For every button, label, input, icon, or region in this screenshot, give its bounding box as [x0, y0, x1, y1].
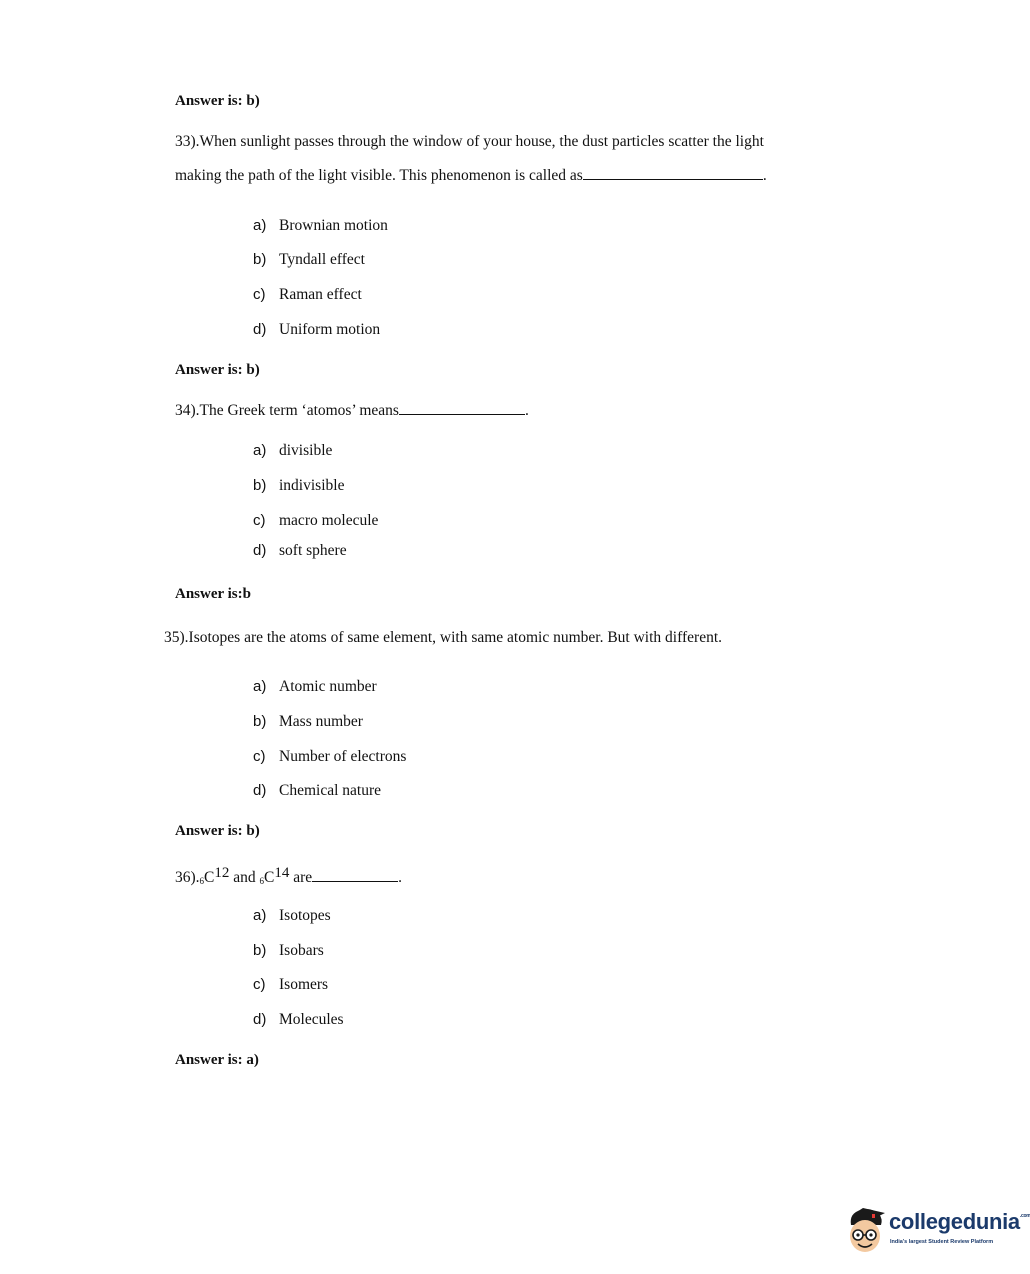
question-33-line-2	[175, 167, 767, 185]
option-36-b: b) Isobars	[253, 942, 324, 959]
answer-36: Answer is: a)	[175, 1052, 259, 1068]
question-33-end: .	[762, 167, 767, 184]
logo-wordmark: collegedunia$^{.com}$	[889, 1209, 1030, 1234]
collegedunia-logo	[845, 1205, 1030, 1257]
option-33-b: b) Tyndall effect	[253, 251, 365, 268]
question-33-line-1: 33).When sunlight passes through the window of your house, the dust particles scatter the light	[175, 133, 764, 150]
answer-blank	[312, 880, 398, 882]
answer-33: Answer is: b)	[175, 362, 260, 378]
option-35-b: b) Mass number	[253, 713, 363, 730]
answer-34: Answer is:b	[175, 586, 251, 602]
option-36-d: d) Molecules	[253, 1011, 344, 1028]
option-34-a: a) divisible	[253, 442, 333, 459]
answer-32: Answer is: b)	[175, 93, 260, 109]
option-33-d: d) Uniform motion	[253, 321, 381, 338]
option-33-a: a) Brownian motion	[253, 217, 388, 234]
option-34-c: c) macro molecule	[253, 512, 379, 529]
answer-blank	[399, 413, 525, 415]
logo-tagline: India's largest Student Review Platform	[890, 1239, 994, 1245]
question-34-end: .	[524, 402, 529, 419]
student-mascot-icon	[845, 1205, 889, 1257]
option-36-c: c) Isomers	[253, 976, 329, 993]
option-33-c: c) Raman effect	[253, 286, 362, 303]
answer-35: Answer is: b)	[175, 823, 260, 839]
question-34-text: 34).The Greek term ‘atomos’ means	[175, 402, 399, 419]
question-34	[175, 402, 529, 420]
option-35-d: d) Chemical nature	[253, 782, 381, 799]
question-36: $36)._6C^{12}$ and $_6C^{14}$ are .	[175, 865, 403, 886]
option-34-b: b) indivisible	[253, 477, 345, 494]
option-36-a: a) Isotopes	[253, 907, 331, 924]
option-35-a: a) Atomic number	[253, 678, 377, 695]
option-34-d: d) soft sphere	[253, 542, 347, 559]
answer-blank	[583, 178, 763, 180]
question-33-text: making the path of the light visible. This phenomenon is called as	[175, 167, 583, 184]
question-35: 35).Isotopes are the atoms of same element, with same atomic number. But with different.	[164, 629, 722, 646]
option-35-c: c) Number of electrons	[253, 748, 407, 765]
